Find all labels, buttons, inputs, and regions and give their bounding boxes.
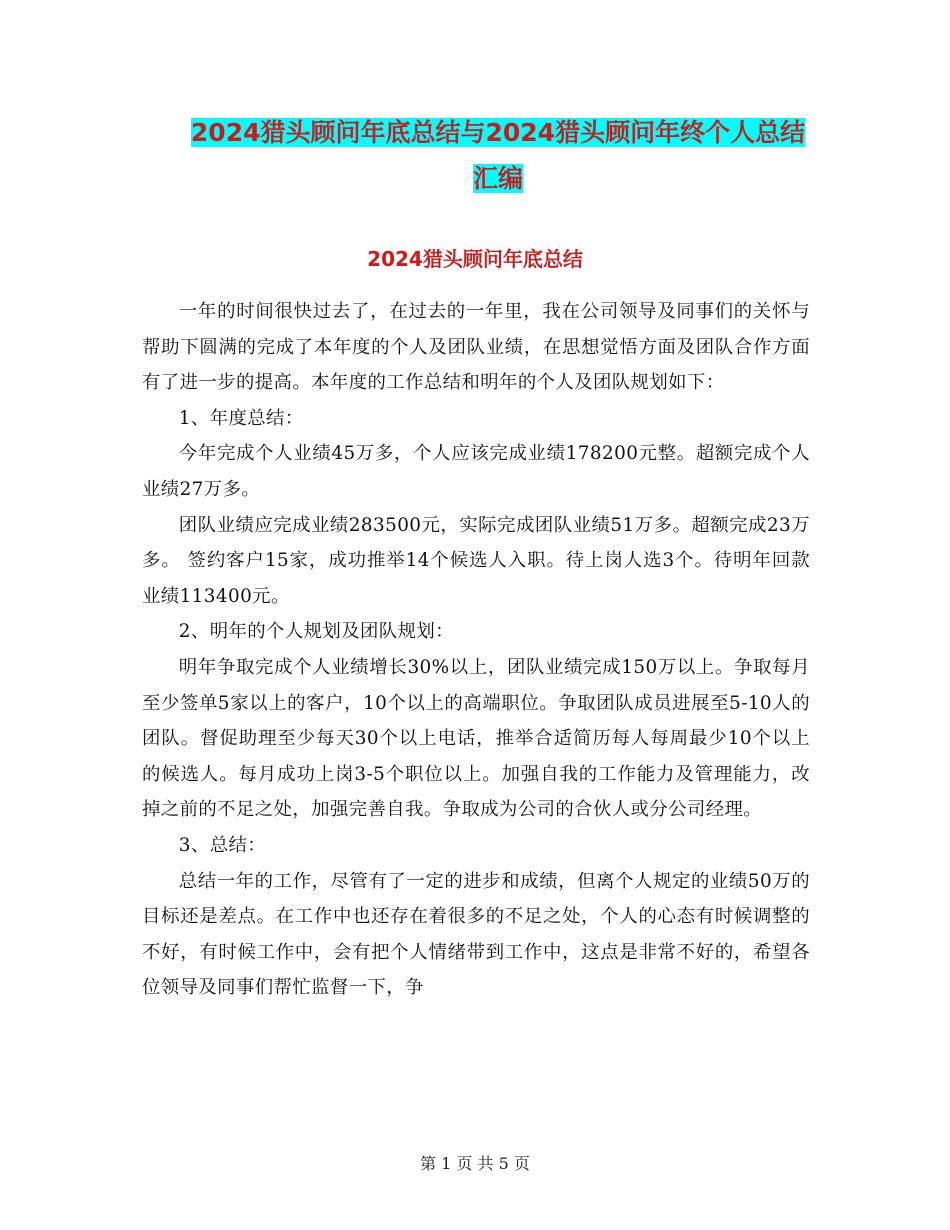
page-number-footer: 第 1 页 共 5 页: [420, 1154, 530, 1173]
heading-annual-summary: 1、年度总结：: [178, 407, 304, 429]
paragraph-conclusion: 总结一年的工作，尽管有了一定的进步和成绩，但离个人规定的业绩50万的目标还是差点。在工作中也还存在着很多的不足之处，个人的心态有时候调整的不好，有时候工作中，会有把个人情绪带到工作中，这点是非常不好的，希望各位领导及同事们帮忙监督一下，争: [142, 870, 810, 999]
document-title: [140, 110, 856, 202]
paragraph-next-year-plan: 明年争取完成个人业绩增长30%以上，团队业绩完成150万以上。争取每月至少签单5家以上的客户，10个以上的高端职位。争取团队成员进展至5-10人的团队。督促助理至少每天30个以上电话，推举合适简历每人每周最少10个以上的候选人。每月成功上岗3-5个职位以上。加强自我的工作能力及管理能力，改掉之前的不足之处，加强完善自我。争取成为公司的合伙人或分公司经理。: [142, 656, 810, 821]
document-title-line-2: 汇编: [472, 164, 523, 193]
heading-next-year-plan: 2、明年的个人规划及团队规划：: [178, 621, 454, 643]
document-body: [142, 294, 810, 1006]
section-title: 2024猎头顾问年底总结: [367, 247, 583, 271]
paragraph-personal-performance: 今年完成个人业绩45万多，个人应该完成业绩178200元整。超额完成个人业绩27万多。: [142, 443, 810, 500]
heading-conclusion: 3、总结：: [178, 834, 267, 856]
paragraph-intro: 一年的时间很快过去了，在过去的一年里，我在公司领导及同事们的关怀与帮助下圆满的完成了本年度的个人及团队业绩，在思想觉悟方面及团队合作方面有了进一步的提高。本年度的工作总结和明年的个人及团队规划如下：: [142, 301, 810, 394]
paragraph-team-performance: 团队业绩应完成业绩283500元，实际完成团队业绩51万多。超额完成23万多。 签约客户15家，成功推举14个候选人入职。待上岗人选3个。待明年回款业绩113400元。: [142, 514, 810, 607]
document-title-line-1: 2024猎头顾问年底总结与2024猎头顾问年终个人总结: [190, 118, 806, 147]
